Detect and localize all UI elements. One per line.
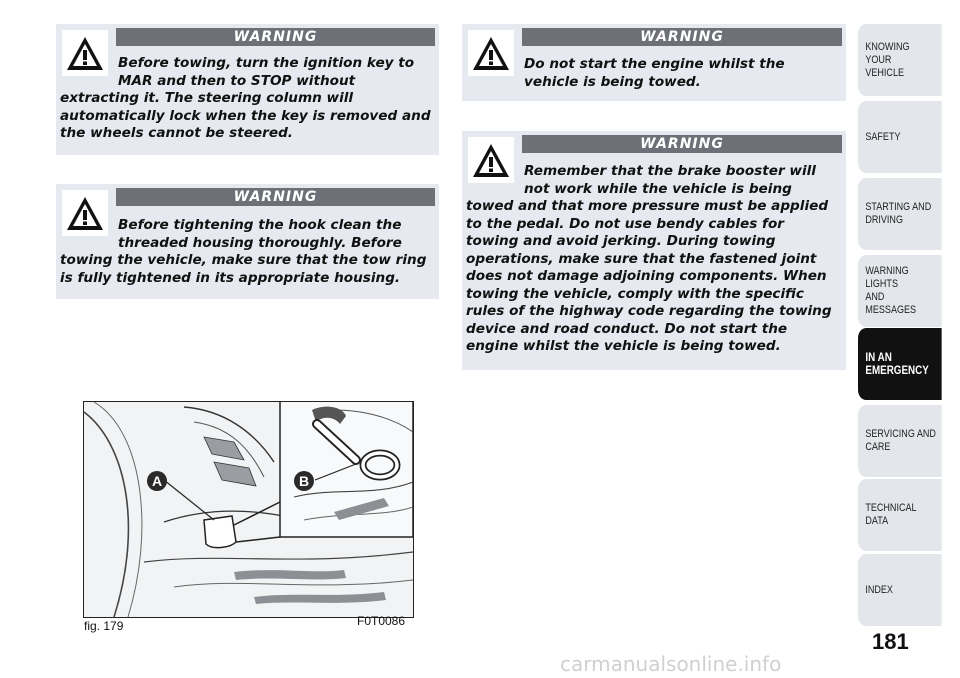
warning-line: is fully tightened in its appropriate housing. [60,269,401,286]
page-number: 181 [872,629,909,654]
warning-line: extracting it. The steering column will [60,90,354,106]
warning-text [466,56,844,91]
watermark-text: carmanualsonline.info [560,652,782,676]
tab-knowing-your-vehicle[interactable] [858,24,942,96]
warning-line: towing the vehicle, make sure that the tow ring [60,252,427,268]
tab-safety[interactable] [858,101,942,173]
warning-box-tow-ring [56,184,439,299]
tab-label-line: VEHICLE [865,66,904,79]
tab-label-line: SERVICING AND [865,428,936,440]
tab-label-line: DRIVING [865,214,903,226]
warning-line: automatically lock when the key is removed and [60,107,431,124]
warning-line: MAR and then to STOP without [118,72,356,89]
warning-line: does not damage adjoining components. When [466,268,827,284]
warning-line: towing and avoid jerking. During towing [466,233,776,249]
tab-label-line: IN AN [865,350,892,364]
tab-label-line: INDEX [865,583,893,596]
warning-line: engine whilst the vehicle is being towed. [466,338,781,354]
tab-label-line: EMERGENCY [865,363,929,377]
tab-label-line: KNOWING YOUR [865,40,910,66]
warning-line: vehicle is being towed. [524,73,701,90]
callout-a-label: A [151,473,163,489]
tab-label-line: CARE [865,441,891,453]
tab-label-line: WARNING LIGHTS [865,265,909,290]
warning-line: Remember that the brake booster will [524,163,816,179]
tab-servicing-and-care[interactable] [858,405,942,477]
bumper-drawing [84,402,413,617]
warning-text [466,163,844,356]
warning-line: device and road conduct. Do not start the [466,320,788,337]
warning-line: Before towing, turn the ignition key to [118,55,415,71]
warning-text [60,55,438,143]
tab-label-line: AND MESSAGES [865,291,917,316]
tab-technical-data[interactable] [858,479,942,551]
warning-box-ignition [56,24,439,155]
tab-in-an-emergency[interactable] [858,328,942,400]
warning-line: not work while the vehicle is being [524,180,792,197]
tab-label-line: SAFETY [865,130,901,143]
warning-line: towed and that more pressure must be applied [466,198,829,214]
warning-header: WARNING [522,28,842,46]
warning-line: threaded housing thoroughly. Before [118,234,402,251]
warning-line: operations, make sure that the fastened joint [466,250,817,267]
warning-header: WARNING [116,28,435,46]
tab-starting-and-driving[interactable] [858,178,942,250]
tab-label-line: TECHNICAL DATA [865,502,917,527]
tab-warning-lights[interactable] [858,255,942,327]
tab-label-line: STARTING AND [865,201,932,213]
tow-hook-illustration [83,401,414,618]
warning-header: WARNING [522,135,842,153]
warning-header: WARNING [116,188,435,206]
warning-box-brake-booster [462,131,846,370]
callout-b-label: B [298,473,310,489]
warning-line: Do not start the engine whilst the [524,56,785,72]
figure-caption: fig. 179 [84,619,124,633]
warning-text [60,217,438,287]
warning-box-engine [462,24,846,101]
warning-line: rules of the highway code regarding the towing [466,303,832,319]
warning-line: Before tightening the hook clean the [118,217,402,233]
warning-line: towing the vehicle, comply with the specific [466,285,804,302]
warning-line: the wheels cannot be steered. [60,125,293,141]
warning-line: to the pedal. Do not use bendy cables for [466,215,785,232]
figure-code: F0T0086 [357,614,406,628]
tab-index[interactable] [858,554,942,626]
